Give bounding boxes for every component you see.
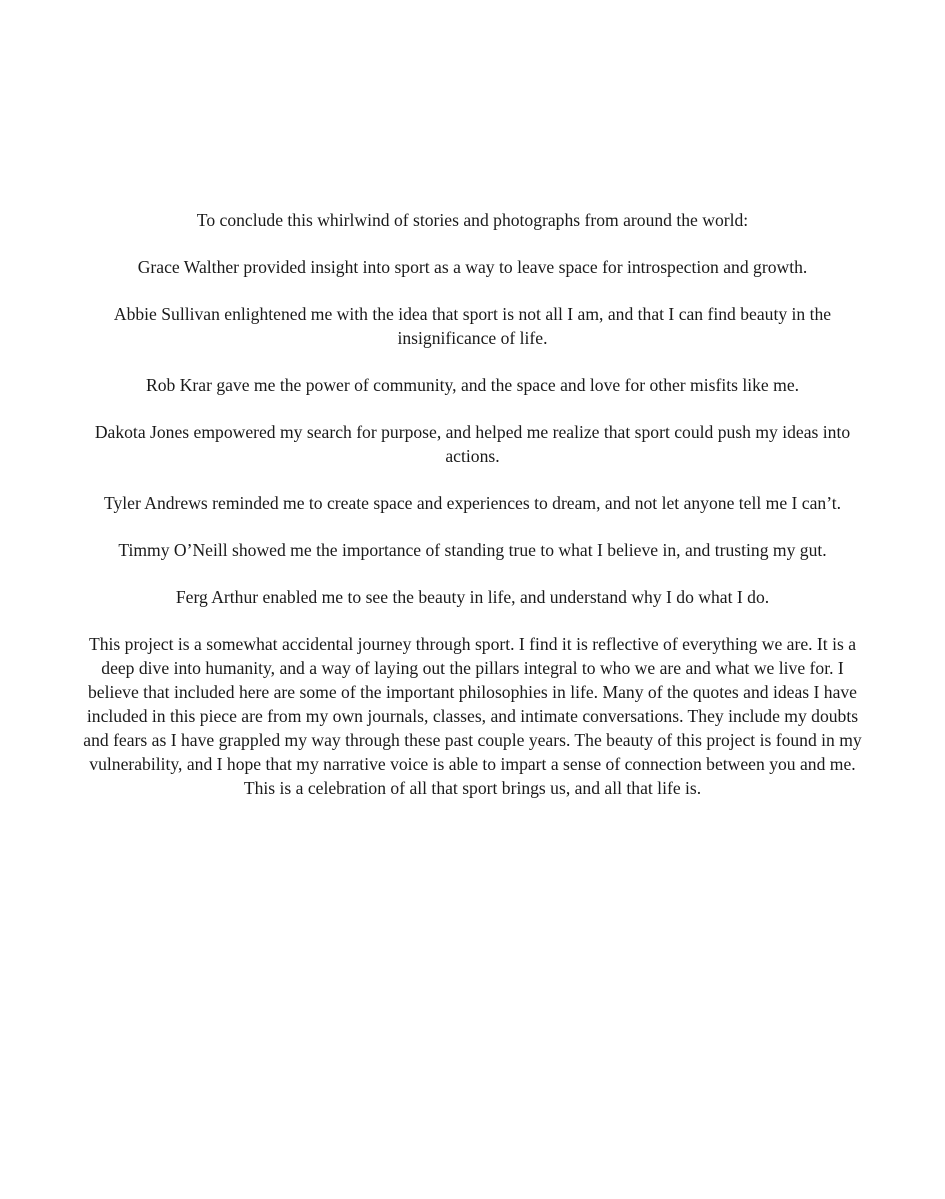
tribute-paragraph-rob-krar: Rob Krar gave me the power of community, and the space and love for other misfits like me. xyxy=(145,375,800,395)
tribute-paragraph-timmy-oneill: Timmy O’Neill showed me the importance of standing true to what I believe in, and trusting my gut. xyxy=(118,540,827,560)
tribute-paragraph-dakota-jones: Dakota Jones empowered my search for purpose, and helped me realize that sport could push my ideas into actions. xyxy=(94,422,851,466)
closing-paragraph: This project is a somewhat accidental journey through sport. I find it is reflective of everything we are. It is a deep dive into humanity, and a way of laying out the pillars integral to who we are and what we live for. I believe that included here are some of the important philosophies in life. Many of the quotes and ideas I have included in this piece are from my own journals, classes, and intimate conversations. They include my doubts and fears as I have grappled my way through these past couple years. The beauty of this project is found in my vulnerability, and I hope that my narrative voice is able to impart a sense of connection between you and me. This is a celebration of all that sport brings us, and all that life is. xyxy=(83,634,862,798)
tribute-paragraph-ferg-arthur: Ferg Arthur enabled me to see the beauty in life, and understand why I do what I do. xyxy=(175,587,770,607)
intro-paragraph: To conclude this whirlwind of stories and photographs from around the world: xyxy=(196,210,749,230)
document-page xyxy=(78,208,867,800)
tribute-paragraph-tyler-andrews: Tyler Andrews reminded me to create space and experiences to dream, and not let anyone tell me I can’t. xyxy=(103,493,842,513)
tribute-paragraph-abbie-sullivan: Abbie Sullivan enlightened me with the idea that sport is not all I am, and that I can find beauty in the insignificance of life. xyxy=(113,304,832,348)
tribute-paragraph-grace-walther: Grace Walther provided insight into sport as a way to leave space for introspection and growth. xyxy=(137,257,808,277)
